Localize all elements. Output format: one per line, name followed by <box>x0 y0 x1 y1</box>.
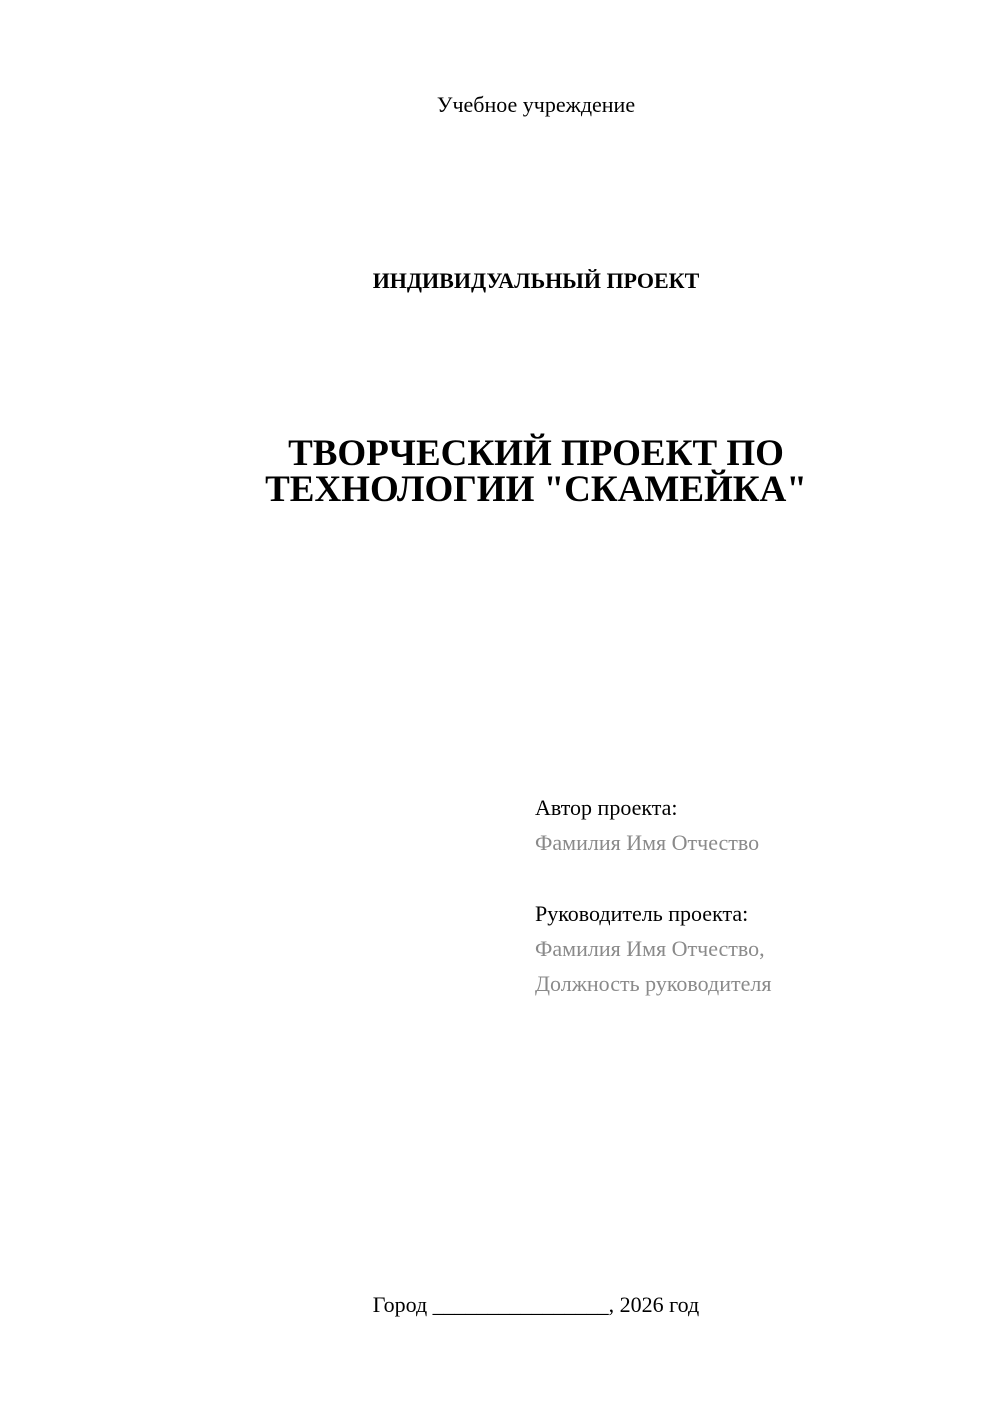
project-title-line-1: ТВОРЧЕСКИЙ ПРОЕКТ ПО <box>288 433 784 474</box>
author-name-placeholder: Фамилия Имя Отчество <box>535 830 760 855</box>
author-label: Автор проекта: <box>535 795 678 820</box>
project-title-line-2: ТЕХНОЛОГИИ "СКАМЕЙКА" <box>265 469 807 510</box>
supervisor-label: Руководитель проекта: <box>535 901 749 926</box>
project-type-heading: ИНДИВИДУАЛЬНЫЙ ПРОЕКТ <box>372 268 700 293</box>
credits-spacer <box>535 860 975 896</box>
project-title <box>36 433 1000 510</box>
supervisor-name-placeholder: Фамилия Имя Отчество, <box>535 936 765 961</box>
supervisor-position-placeholder: Должность руководителя <box>535 971 772 996</box>
project-credits <box>535 790 975 1001</box>
institution-name: Учебное учреждение <box>436 92 636 117</box>
city-year-footer: Город ________________, 2026 год <box>372 1292 700 1317</box>
